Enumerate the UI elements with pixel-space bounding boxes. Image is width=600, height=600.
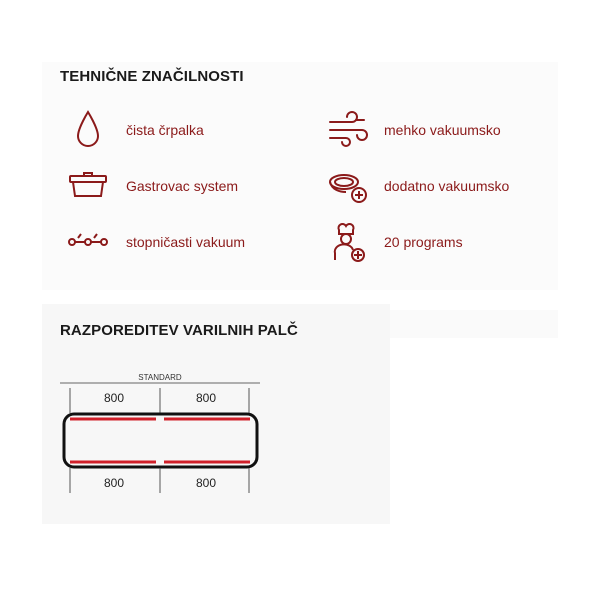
feature-label-pump: čista črpalka (126, 122, 204, 138)
layout-title: RAZPOREDITEV VARILNIH PALČ (60, 322, 298, 339)
chef-plus-icon (326, 220, 370, 264)
diagram-caption: STANDARD (138, 373, 182, 382)
drop-icon (66, 108, 110, 152)
features-panel (42, 62, 558, 290)
feature-label-soft-vacuum: mehko vakuumsko (384, 122, 501, 138)
feature-label-step-vacuum: stopničasti vakuum (126, 234, 246, 250)
coil-plus-icon (326, 164, 370, 208)
top-right-length: 800 (195, 391, 217, 405)
feature-label-extra-vacuum: dodatno vakuumsko (384, 178, 510, 194)
feature-label-programs: 20 programs (384, 234, 463, 250)
top-left-length: 800 (103, 391, 125, 405)
layout-panel-extension (390, 310, 558, 338)
wind-icon (326, 108, 370, 152)
chamber-outline (64, 414, 257, 467)
step-link-icon (66, 220, 110, 264)
sealing-bar-diagram (56, 368, 266, 498)
feature-label-gastrovac: Gastrovac system (126, 178, 239, 194)
features-title: TEHNIČNE ZNAČILNOSTI (60, 68, 244, 85)
bottom-right-length: 800 (195, 476, 217, 490)
container-icon (66, 164, 110, 208)
bottom-left-length: 800 (103, 476, 125, 490)
